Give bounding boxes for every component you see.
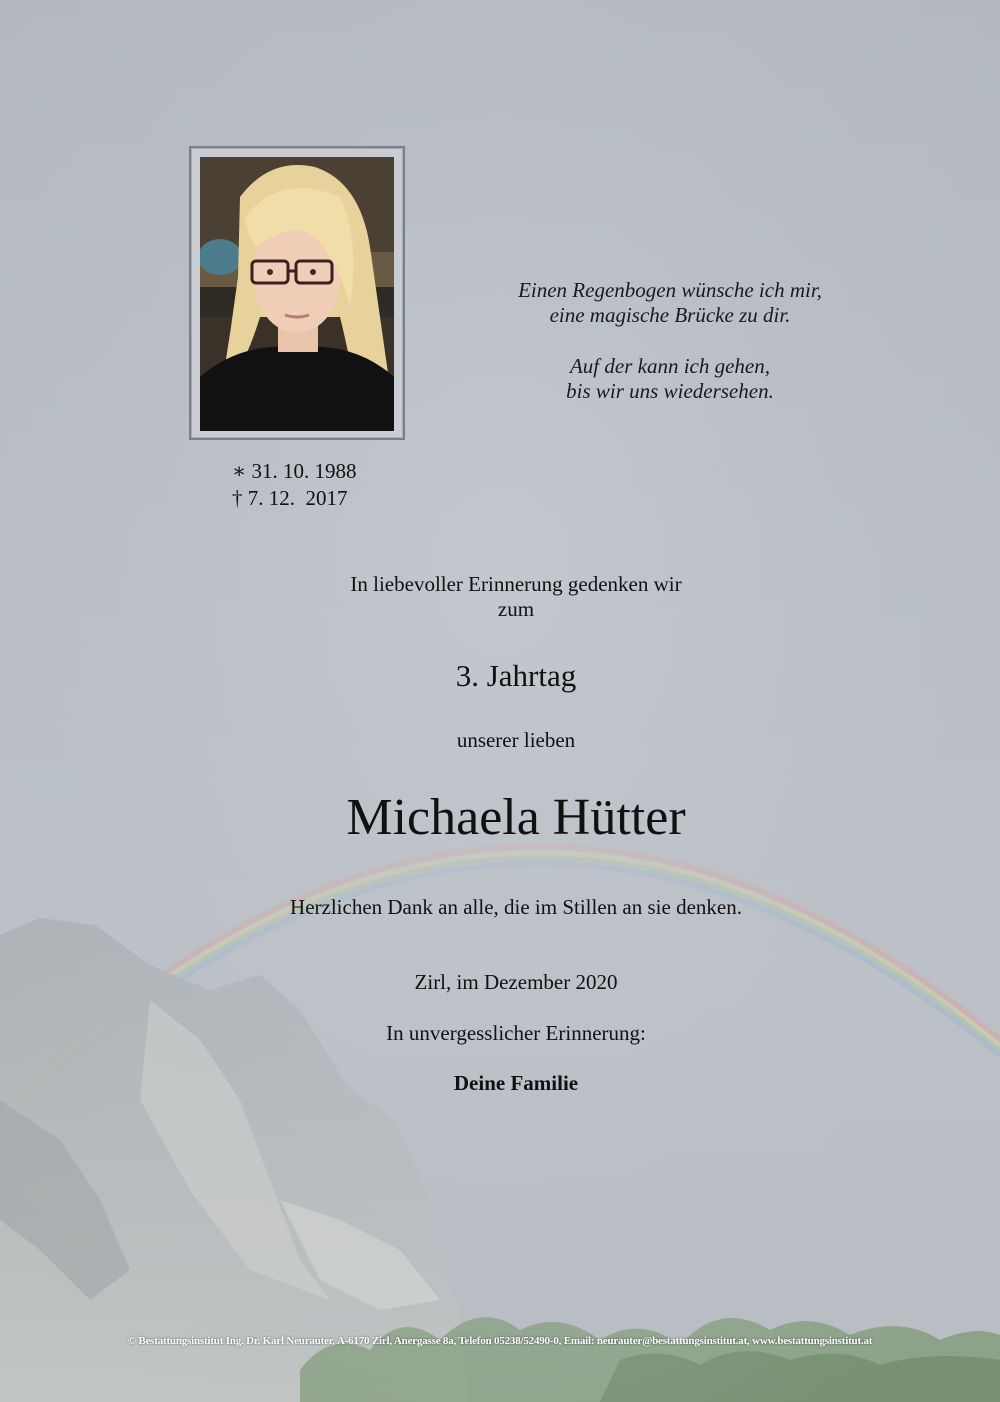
poem-line: eine magische Brücke zu dir.	[549, 303, 791, 327]
poem-line: Auf der kann ich gehen,	[569, 354, 771, 378]
memory-text: In unvergesslicher Erinnerung:	[386, 1021, 646, 1045]
poem-line: bis wir uns wiedersehen.	[566, 379, 774, 403]
deceased-name: Michaela Hütter	[346, 789, 686, 846]
family-signature: Deine Familie	[453, 1071, 579, 1095]
portrait-photo	[200, 157, 394, 431]
birth-date: ∗ 31. 10. 1988	[232, 459, 357, 483]
intro-line: In liebevoller Erinnerung gedenken wir	[350, 572, 682, 596]
intro-line: zum	[497, 597, 535, 621]
beloved-text: unserer lieben	[456, 728, 576, 752]
death-date: † 7. 12. 2017	[232, 486, 348, 510]
occasion-title: 3. Jahrtag	[455, 658, 577, 693]
poem-line: Einen Regenbogen wünsche ich mir,	[518, 278, 822, 302]
poem	[470, 278, 870, 430]
intro-text	[216, 572, 816, 622]
thanks-text: Herzlichen Dank an alle, die im Stillen an sie denken.	[290, 895, 742, 919]
life-dates	[232, 458, 357, 512]
portrait-frame	[189, 146, 405, 440]
place-date: Zirl, im Dezember 2020	[414, 970, 618, 994]
footer-imprint: © Bestattungsinstitut Ing. Dr. Karl Neurauter, A-6170 Zirl, Anergasse 8a, Telefon 05238/52490-0, Email: neurauter@bestattungsinstitut.at, www.bestattungsinstitut.at	[127, 1335, 873, 1347]
